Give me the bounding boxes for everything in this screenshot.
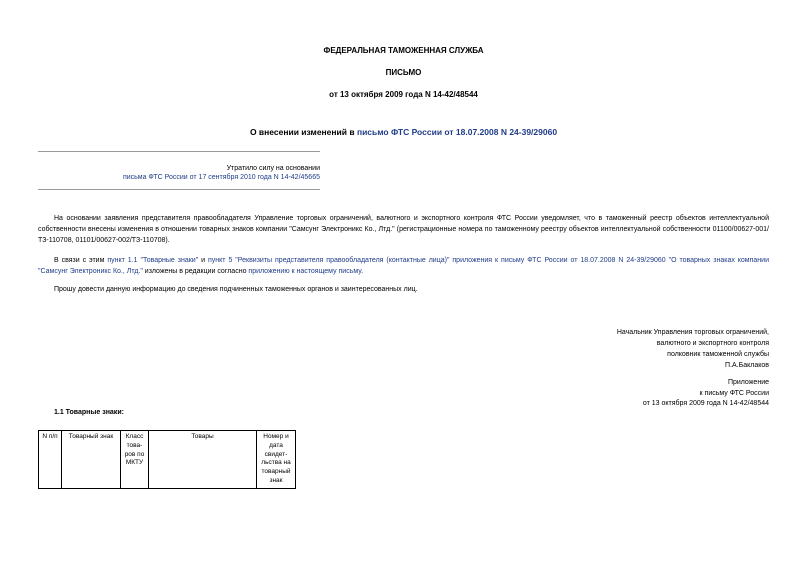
paragraph-1-text: На основании заявления представителя правообладателя Управление торговых ограничений, валютного и экспортного контроля ФТС России уведомляет, что в таможенный реестр объектов интеллектуальной собственности внесены изменения в отношении товарных знаков компании "Самсунг Электроникс Ко., Лтд." (регистрационные номера по таможенному реестру объектов интеллектуальной собственности 01100/00627-001/ТЗ-110708, 01101/00627-002/ТЗ-110708). [38,215,769,244]
paragraph-2 [38,255,769,277]
document-date-number: от 13 октября 2009 года N 14-42/48544 [329,90,478,99]
paragraph-3-text: Прошу довести данную информацию до сведения подчиненных таможенных органов и заинтересованных лиц. [54,286,418,293]
status-divider-bottom [38,189,320,190]
header-cell-number: N п/п [39,431,62,489]
item-5-link[interactable]: пункт 5 "Реквизиты представителя правообладателя (контактные лица)" приложения к письму ФТС России от 18.07.2008 N 24-39/29060 "О товарных знаках компании "Самсунг Электроникс Ко., Лтд." [38,257,769,275]
paragraph-2-text-a: В связи с этим [54,257,108,264]
signature-name: П.А.Баклаков [725,362,769,369]
title-amended-letter-link[interactable]: письмо ФТС России от 18.07.2008 N 24-39/29060 [356,127,558,137]
appendix-line-1: Приложение [727,379,769,386]
appendix-link[interactable]: приложению к настоящему письму [248,268,362,275]
signature-line-1: Начальник Управления торговых ограничений, [616,329,769,336]
header-cell-class: Класс това- ров по МКТУ [121,431,149,489]
signature-line-3: полковник таможенной службы [667,351,769,358]
appendix-line-2: к письму ФТС России [699,389,769,397]
appendix-block [643,378,769,410]
section-heading: 1.1 Товарные знаки: [54,409,124,416]
status-divider-top [38,151,320,152]
item-1-1-link[interactable]: пункт 1.1 "Товарные знаки" [107,257,199,264]
title-prefix: О внесении изменений в [249,127,357,137]
status-note [38,165,320,183]
signature-line-2: валютного и экспортного контроля [656,340,769,347]
agency-name: ФЕДЕРАЛЬНАЯ ТАМОЖЕННАЯ СЛУЖБА [323,46,484,55]
table-header-row [39,431,296,489]
trademarks-table [38,430,296,489]
header-cell-trademark: Товарный знак [62,431,121,489]
paragraph-2-text-c: изложены в редакции согласно [142,268,249,275]
document-type: ПИСЬМО [385,68,422,77]
paragraph-2-text-d: . [361,268,364,275]
document-title [0,127,807,138]
status-line: Утратило силу на основании [226,165,320,172]
paragraph-1 [38,213,769,246]
header-cell-goods: Товары [149,431,257,489]
paragraph-2-text-b: и [198,257,208,264]
paragraph-3 [38,286,769,295]
appendix-line-3: от 13 октября 2009 года N 14-42/48544 [642,400,769,407]
header-cell-certificate: Номер и дата свидет- льства на товарный знак [257,431,296,489]
signature-block [617,327,769,371]
status-repeal-link[interactable]: письма ФТС России от 17 сентября 2010 года N 14-42/45665 [122,173,320,181]
